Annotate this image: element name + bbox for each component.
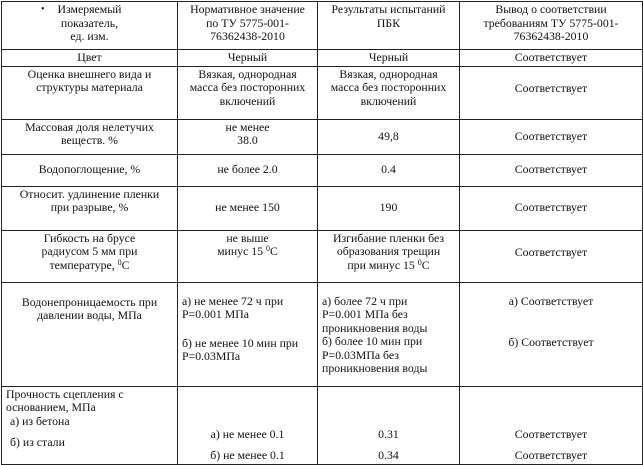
header-text: Измеряемый <box>57 2 122 16</box>
header-text: требованиям ТУ 5775-001- <box>483 15 619 30</box>
test-results-table <box>1 1 643 465</box>
unit: C <box>421 257 430 272</box>
text-line <box>6 259 173 273</box>
text-line <box>182 245 313 259</box>
degree-mark: 0 <box>417 257 422 267</box>
text-line: при разрыве, % <box>50 200 129 214</box>
text-line: Оценка внешнего вида и <box>27 66 152 81</box>
verdict-value: Соответствует <box>460 186 643 230</box>
table-row <box>2 154 643 186</box>
header-text: 76362438-2010 <box>513 29 589 43</box>
unit: C <box>121 257 130 272</box>
text-line: Соответствует <box>514 426 588 441</box>
text-line: давлении воды, МПа <box>37 308 142 322</box>
verdict-value: Соответствует <box>460 154 643 186</box>
result-value <box>318 386 460 464</box>
spacer <box>182 388 313 428</box>
header-verdict <box>460 2 643 50</box>
result-value <box>318 282 460 386</box>
header-text: Нормативное значение <box>190 2 305 16</box>
verdict-value <box>460 282 643 386</box>
text-line: масса без посторонних <box>330 80 447 94</box>
text-line: основанием, МПа <box>6 400 96 414</box>
header-row <box>2 2 643 50</box>
text-line: а) не менее 0.1 <box>210 426 285 441</box>
text-line: 0.31 <box>378 426 399 441</box>
row-name <box>2 282 178 386</box>
result-value: 0.4 <box>318 154 460 186</box>
norm-value <box>178 386 318 464</box>
text-line: веществ. % <box>60 133 119 147</box>
row-name <box>2 66 178 119</box>
text-line: Прочность сцепления с <box>6 386 124 401</box>
text-line: Соответствует <box>514 80 588 95</box>
row-name <box>2 119 178 154</box>
text-line: б) не менее 0.1 <box>210 448 285 462</box>
norm-value <box>178 66 318 119</box>
spacer <box>322 388 455 428</box>
text-line: Водонепроницаемость при <box>21 294 158 309</box>
table-row <box>2 186 643 230</box>
text-line: Вязкая, однородная <box>198 66 297 81</box>
text-line: масса без посторонних <box>189 80 306 94</box>
header-text: Результаты испытаний <box>331 2 446 16</box>
text-line: Гибкость на брусе <box>43 230 136 245</box>
text-span: минус 15 <box>217 244 264 258</box>
table-row <box>2 50 643 67</box>
text-line <box>322 259 455 273</box>
text-line: Относит. удлинение пленки <box>19 186 160 201</box>
row-name <box>2 186 178 230</box>
table-row <box>2 66 643 119</box>
norm-value <box>178 282 318 386</box>
header-text: по ТУ 5775-001- <box>206 15 289 30</box>
header-text: Вывод о соответствии <box>495 2 607 16</box>
text-line: а) Соответствует <box>508 293 594 308</box>
text-line: а) не менее 72 ч при <box>182 293 284 308</box>
verdict-value: Соответствует <box>460 50 643 67</box>
header-results <box>318 2 460 50</box>
table-row <box>2 282 643 386</box>
result-value <box>318 66 460 119</box>
text-line: а) более 72 ч при <box>322 293 408 308</box>
header-text: показатель, <box>60 15 119 30</box>
text-line: б) более 10 мин при <box>322 334 423 348</box>
text-line: б) из стали <box>10 435 65 449</box>
text-line: не менее <box>225 119 270 134</box>
row-name <box>2 386 178 464</box>
text-line: Соответствует <box>514 448 588 462</box>
norm-value: Черный <box>178 50 318 67</box>
text-line: образования трещин <box>336 244 441 258</box>
text-line: Соответствует <box>514 244 588 259</box>
result-value: Черный <box>318 50 460 67</box>
header-text: ПБК <box>376 15 401 30</box>
spacer <box>464 388 638 428</box>
table-row <box>2 386 643 464</box>
header-indicator <box>2 2 178 50</box>
text-line: Изгибание пленки без <box>332 230 444 245</box>
result-value <box>318 230 460 282</box>
norm-value: не менее 150 <box>178 186 318 230</box>
verdict-value <box>460 386 643 464</box>
text-line: P=0.001 МПа без <box>322 307 408 321</box>
text-line: P=0.03МПа без <box>322 347 399 362</box>
text-span: температуре, <box>49 257 115 272</box>
text-line: P=0.001 МПа <box>182 307 249 321</box>
row-name <box>2 230 178 282</box>
text-span: при минус 15 <box>347 257 415 272</box>
text-line: структуры материала <box>36 80 143 94</box>
row-name: Водопоглощение, % <box>2 154 178 186</box>
text-line: Массовая доля нелетучих <box>25 119 154 134</box>
verdict-value: Соответствует <box>460 119 643 154</box>
result-value: 49,8 <box>318 119 460 154</box>
header-norm <box>178 2 318 50</box>
header-text: 76362438-2010 <box>210 29 285 43</box>
unit: C <box>270 244 278 258</box>
verdict-value <box>460 230 643 282</box>
text-line: Вязкая, однородная <box>339 66 438 81</box>
table-row <box>2 119 643 154</box>
text-line: радиусом 5 мм при <box>41 244 138 258</box>
result-value: 190 <box>318 186 460 230</box>
text-line: б) не менее 10 мин при <box>182 335 299 350</box>
text-line: включений <box>219 93 276 108</box>
degree-mark: 0 <box>117 257 122 267</box>
text-line: проникновения воды <box>322 320 428 335</box>
text-line: б) Соответствует <box>508 335 594 349</box>
bullet-mark: • <box>41 4 45 15</box>
text-line: а) из бетона <box>10 413 70 428</box>
norm-value <box>178 230 318 282</box>
text-line: 0.34 <box>378 448 399 462</box>
verdict-value <box>460 66 643 119</box>
text-line: включений <box>360 93 417 108</box>
text-line: не выше <box>226 230 269 245</box>
header-text: ед. изм. <box>70 29 109 43</box>
spacer <box>464 308 638 336</box>
norm-value: не более 2.0 <box>178 154 318 186</box>
row-name: Цвет <box>2 50 178 67</box>
text-line: P=0.03МПа <box>182 349 241 363</box>
spacer <box>182 322 313 337</box>
degree-mark: 0 <box>266 244 271 253</box>
text-line: 38.0 <box>237 133 258 147</box>
table-row <box>2 230 643 282</box>
norm-value <box>178 119 318 154</box>
text-line: проникновения воды <box>322 361 428 375</box>
